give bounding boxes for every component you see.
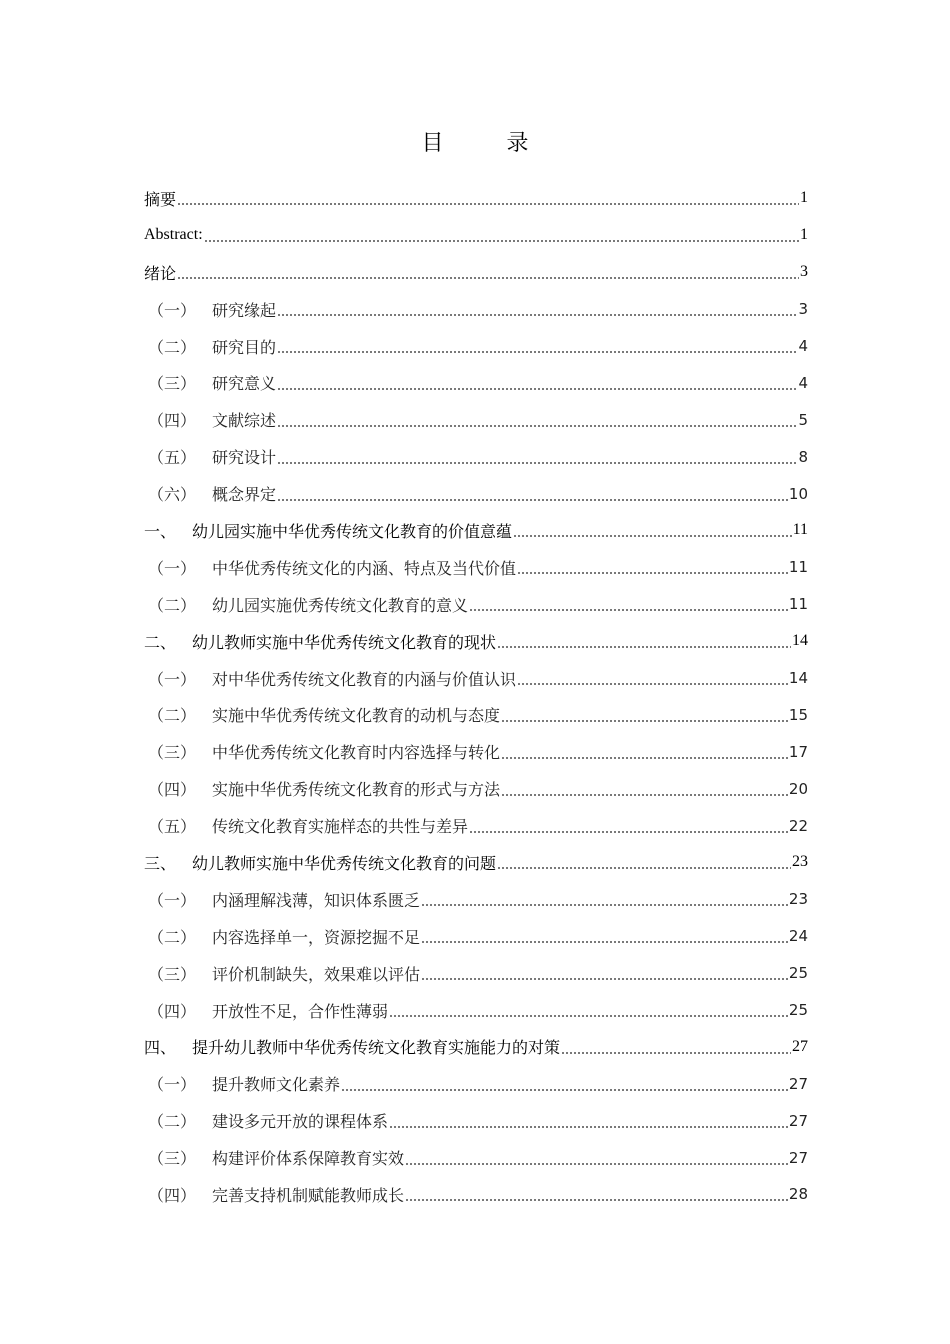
toc-entry-number: 四、 xyxy=(144,1038,177,1058)
toc-entry-number: 二、 xyxy=(144,632,177,652)
toc-dot-leader xyxy=(177,264,799,280)
toc-entry-label: Abstract: xyxy=(144,226,203,244)
toc-entry-section[interactable] xyxy=(144,328,808,365)
toc-entry-number: （一） xyxy=(148,300,197,320)
toc-dot-leader xyxy=(513,522,792,538)
toc-page-number: 25 xyxy=(788,964,808,983)
toc-entry-section[interactable] xyxy=(144,660,808,697)
toc-entry-label: 内容选择单一，资源挖掘不足 xyxy=(212,927,421,947)
toc-entry-label: 中华优秀传统文化的内涵、特点及当代价值 xyxy=(212,558,517,578)
toc-entry-section[interactable] xyxy=(144,733,808,770)
toc-entry-number: （二） xyxy=(148,337,197,357)
toc-page-number: 27 xyxy=(788,1074,808,1093)
toc-entry-number: （二） xyxy=(148,1112,197,1132)
toc-dot-leader xyxy=(277,412,797,428)
toc-entry-label: 提升教师文化素养 xyxy=(212,1075,341,1095)
toc-dot-leader xyxy=(389,1002,788,1018)
toc-entry-number: （三） xyxy=(148,964,197,984)
toc-entry-number: 一、 xyxy=(144,521,177,541)
toc-entry-number: （二） xyxy=(148,927,197,947)
toc-list xyxy=(144,180,808,1213)
toc-entry-chapter[interactable] xyxy=(144,217,808,254)
toc-dot-leader xyxy=(501,781,788,797)
toc-entry-section[interactable] xyxy=(144,696,808,733)
toc-entry-label: 幼儿园实施优秀传统文化教育的意义 xyxy=(212,595,469,615)
toc-page-number: 23 xyxy=(788,890,808,909)
toc-entry-number: 三、 xyxy=(144,853,177,873)
toc-entry-label: 摘要 xyxy=(144,189,177,209)
toc-entry-number: （一） xyxy=(148,558,197,578)
toc-dot-leader xyxy=(561,1039,791,1055)
toc-entry-section[interactable] xyxy=(144,770,808,807)
toc-entry-section[interactable] xyxy=(144,1065,808,1102)
toc-entry-section[interactable] xyxy=(144,881,808,918)
toc-entry-label: 幼儿教师实施中华优秀传统文化教育的问题 xyxy=(192,853,497,873)
toc-entry-chapter[interactable] xyxy=(144,1028,808,1065)
toc-entry-label: 建设多元开放的课程体系 xyxy=(212,1112,389,1132)
toc-page-number: 1 xyxy=(800,189,808,207)
toc-page-number: 27 xyxy=(788,1111,808,1130)
toc-entry-label: 绪论 xyxy=(144,263,177,283)
toc-entry-section[interactable] xyxy=(144,475,808,512)
toc-entry-section[interactable] xyxy=(144,955,808,992)
toc-page-number: 4 xyxy=(798,337,808,355)
toc-entry-label: 概念界定 xyxy=(212,485,277,505)
toc-entry-label: 构建评价体系保障教育实效 xyxy=(212,1149,405,1169)
toc-dot-leader xyxy=(497,633,791,649)
toc-entry-label: 完善支持机制赋能教师成长 xyxy=(212,1185,405,1205)
toc-page-number: 3 xyxy=(798,300,808,319)
toc-entry-label: 实施中华优秀传统文化教育的动机与态度 xyxy=(212,706,501,726)
toc-dot-leader xyxy=(501,707,788,723)
toc-entry-section[interactable] xyxy=(144,1176,808,1213)
toc-title: 目 录 xyxy=(421,131,557,156)
toc-dot-leader xyxy=(341,1076,788,1092)
toc-entry-section[interactable] xyxy=(144,992,808,1029)
toc-page-number: 14 xyxy=(792,632,808,650)
toc-page-number: 23 xyxy=(792,853,808,871)
toc-entry-label: 开放性不足，合作性薄弱 xyxy=(212,1001,389,1021)
toc-entry-number: （五） xyxy=(148,817,197,837)
toc-dot-leader xyxy=(421,965,788,981)
toc-page-number: 10 xyxy=(788,484,808,503)
toc-entry-number: （二） xyxy=(148,706,197,726)
toc-page-number: 11 xyxy=(788,595,808,614)
toc-entry-number: （四） xyxy=(148,1185,197,1205)
toc-dot-leader xyxy=(517,559,788,575)
toc-dot-leader xyxy=(277,301,797,317)
toc-entry-chapter[interactable] xyxy=(144,844,808,881)
toc-dot-leader xyxy=(469,596,788,612)
toc-entry-section[interactable] xyxy=(144,807,808,844)
toc-entry-section[interactable] xyxy=(144,1139,808,1176)
toc-entry-section[interactable] xyxy=(144,586,808,623)
toc-entry-section[interactable] xyxy=(144,918,808,955)
toc-dot-leader xyxy=(277,338,797,354)
toc-page-number: 27 xyxy=(788,1148,808,1167)
toc-entry-number: （三） xyxy=(148,374,197,394)
toc-entry-label: 文献综述 xyxy=(212,411,277,431)
toc-entry-number: （四） xyxy=(148,1001,197,1021)
toc-dot-leader xyxy=(204,227,799,243)
toc-page-number: 24 xyxy=(788,927,808,946)
toc-dot-leader xyxy=(405,1186,788,1202)
toc-dot-leader xyxy=(389,1113,788,1129)
toc-entry-label: 幼儿园实施中华优秀传统文化教育的价值意蕴 xyxy=(192,521,513,541)
toc-entry-number: （一） xyxy=(148,890,197,910)
toc-entry-number: （四） xyxy=(148,780,197,800)
toc-entry-section[interactable] xyxy=(144,401,808,438)
toc-dot-leader xyxy=(277,486,788,502)
toc-dot-leader xyxy=(277,449,797,465)
toc-entry-chapter[interactable] xyxy=(144,254,808,291)
toc-entry-label: 幼儿教师实施中华优秀传统文化教育的现状 xyxy=(192,632,497,652)
toc-dot-leader xyxy=(517,670,788,686)
toc-entry-label: 研究目的 xyxy=(212,337,277,357)
toc-entry-section[interactable] xyxy=(144,549,808,586)
toc-page-number: 5 xyxy=(798,410,808,429)
toc-entry-label: 对中华优秀传统文化教育的内涵与价值认识 xyxy=(212,669,517,689)
toc-entry-section[interactable] xyxy=(144,364,808,401)
toc-dot-leader xyxy=(277,375,797,391)
toc-entry-number: （三） xyxy=(148,743,197,763)
toc-entry-number: （五） xyxy=(148,448,197,468)
toc-entry-label: 研究设计 xyxy=(212,448,277,468)
toc-dot-leader xyxy=(177,190,799,206)
toc-page-number: 8 xyxy=(798,447,808,466)
toc-entry-label: 内涵理解浅薄，知识体系匮乏 xyxy=(212,890,421,910)
toc-page-number: 27 xyxy=(792,1037,808,1055)
toc-entry-label: 中华优秀传统文化教育时内容选择与转化 xyxy=(212,743,501,763)
toc-dot-leader xyxy=(501,744,788,760)
toc-page-number: 20 xyxy=(788,779,808,798)
toc-entry-label: 实施中华优秀传统文化教育的形式与方法 xyxy=(212,780,501,800)
toc-page-number: 25 xyxy=(788,1001,808,1020)
toc-page-number: 11 xyxy=(788,558,808,577)
toc-entry-chapter[interactable] xyxy=(144,180,808,217)
toc-dot-leader xyxy=(421,928,788,944)
toc-entry-chapter[interactable] xyxy=(144,512,808,549)
toc-page-number: 11 xyxy=(792,521,808,539)
toc-entry-number: （二） xyxy=(148,595,197,615)
toc-page-number: 4 xyxy=(798,373,808,392)
toc-page-number: 15 xyxy=(788,705,808,724)
toc-entry-section[interactable] xyxy=(144,291,808,328)
toc-page-number: 3 xyxy=(800,263,808,281)
toc-page-number: 22 xyxy=(788,816,808,835)
toc-entry-number: （六） xyxy=(148,485,197,505)
toc-dot-leader xyxy=(469,818,788,834)
toc-entry-number: （三） xyxy=(148,1149,197,1169)
toc-entry-label: 传统文化教育实施样态的共性与差异 xyxy=(212,817,469,837)
toc-entry-label: 提升幼儿教师中华优秀传统文化教育实施能力的对策 xyxy=(192,1038,561,1058)
toc-dot-leader xyxy=(405,1150,788,1166)
toc-page-number: 28 xyxy=(788,1185,808,1204)
toc-dot-leader xyxy=(497,854,791,870)
toc-entry-number: （一） xyxy=(148,1075,197,1095)
toc-page-number: 14 xyxy=(788,669,808,688)
toc-entry-label: 评价机制缺失，效果难以评估 xyxy=(212,964,421,984)
toc-entry-section[interactable] xyxy=(144,438,808,475)
toc-dot-leader xyxy=(421,891,788,907)
toc-entry-label: 研究意义 xyxy=(212,374,277,394)
toc-entry-section[interactable] xyxy=(144,1102,808,1139)
toc-entry-number: （一） xyxy=(148,669,197,689)
toc-page-number: 17 xyxy=(788,742,808,761)
toc-entry-chapter[interactable] xyxy=(144,623,808,660)
toc-entry-number: （四） xyxy=(148,411,197,431)
toc-page-number: 1 xyxy=(800,226,808,244)
toc-entry-label: 研究缘起 xyxy=(212,300,277,320)
